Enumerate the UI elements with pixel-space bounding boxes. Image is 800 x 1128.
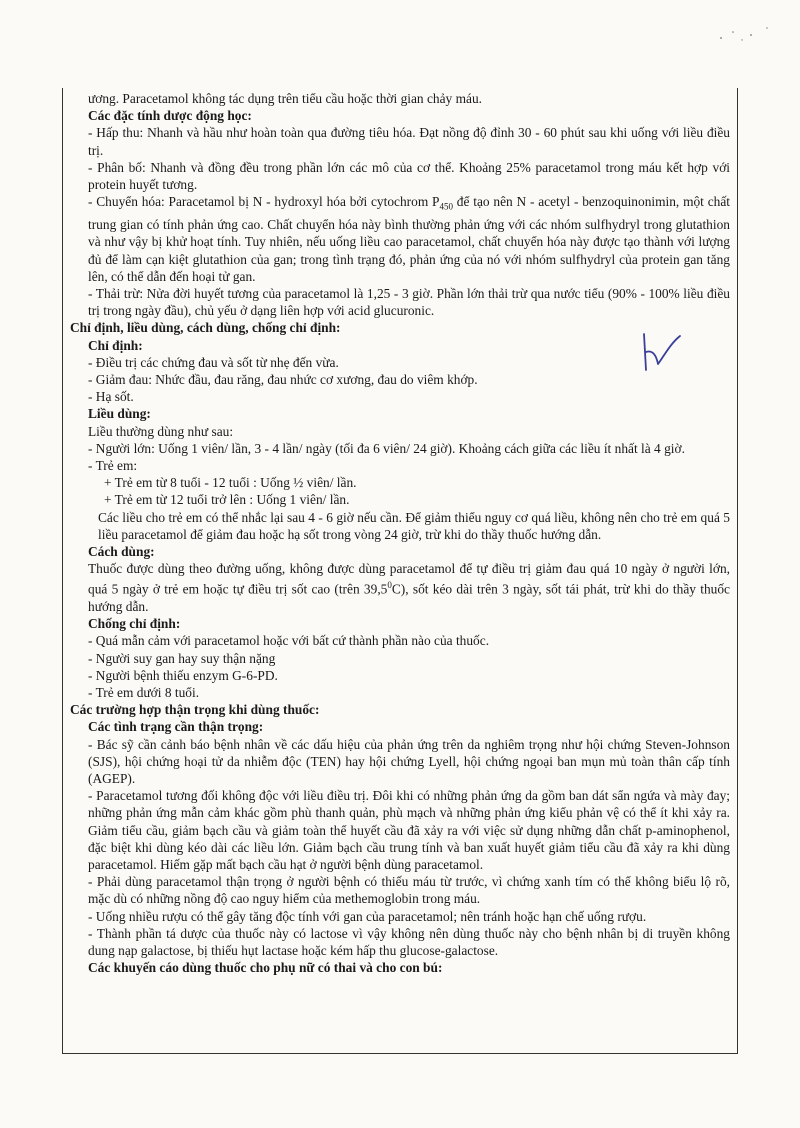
section-heading-pharmacokinetics: Các đặc tính dược động học: [88,108,252,124]
metabolism-text-a: - Chuyển hóa: Paracetamol bị N - hydroxyl hóa bởi cytochrom P [88,194,440,210]
paragraph-precaution: - Thành phần tá dược của thuốc này có lactose vì vậy không nên dùng thuốc này cho bệnh nhân bị di truyền không dung nạp galactose, bị thiếu hụt lactase hoặc kém hấp thu glucose-galactose. [88,925,730,959]
metabolism-subscript: 450 [439,201,453,212]
list-item: - Quá mẫn cảm với paracetamol hoặc với bất cứ thành phần nào của thuốc. [88,633,490,649]
section-heading-precautions-main: Các trường hợp thận trọng khi dùng thuốc: [70,702,320,718]
paragraph-absorption: - Hấp thu: Nhanh và hầu như hoàn toàn qua đường tiêu hóa. Đạt nồng độ đỉnh 30 - 60 phút sau khi uống với liều điều trị. [88,125,730,158]
list-item: + Trẻ em từ 12 tuổi trở lên : Uống 1 viên/ lần. [104,492,350,508]
admin-text-a: Thuốc được dùng theo đường uống, không được dùng paracetamol để tự điều trị giảm đau quá 10 ngày ở người lớn, quá 5 ngày ở trẻ em hoặc tự điều trị sốt cao (trên 39,5 [88,561,730,597]
list-item: - Trẻ em dưới 8 tuổi. [88,685,200,701]
subheading-administration: Cách dùng: [88,543,155,559]
section-heading-indications-main: Chỉ định, liều dùng, cách dùng, chống chỉ định: [70,320,341,336]
section-heading-pregnancy: Các khuyến cáo dùng thuốc cho phụ nữ có thai và cho con bú: [88,960,443,976]
subheading-dosage: Liều dùng: [88,406,151,422]
list-item: - Người suy gan hay suy thận nặng [88,650,276,666]
text-line: Liều thường dùng như sau: [88,423,234,439]
list-item: - Điều trị các chứng đau và sốt từ nhẹ đến vừa. [88,354,339,370]
list-item: - Trẻ em: [88,457,138,473]
document-body [70,90,730,977]
list-item: - Người bệnh thiếu enzym G-6-PD. [88,667,278,683]
list-item: - Hạ sốt. [88,389,134,405]
paragraph-precaution: - Paracetamol tương đối không độc với liều điều trị. Đôi khi có những phản ứng da gồm ban dát sẩn ngứa và mày đay; những phản ứng mẫn cảm khác gồm phù thanh quản, phù mạch và những phản ứng kiểu phản vệ có thể ít khi xảy ra. Giảm tiểu cầu, giảm bạch cầu và giảm toàn thể huyết cầu đã xảy ra với việc sử dụng những dẫn chất p-aminophenol, đặc biệt khi dùng kéo dài các liều lớn. Giảm bạch cầu trung tính và ban xuất huyết giảm tiểu cầu đã xảy ra khi dùng paracetamol. Hiếm gặp mất bạch cầu hạt ở người bệnh dùng paracetamol. [88,788,730,873]
list-item: - Người lớn: Uống 1 viên/ lần, 3 - 4 lần/ ngày (tối đa 6 viên/ 24 giờ). Khoảng cách giữa các liều ít nhất là 4 giờ. [88,440,685,456]
paragraph-child-dosing: Các liều cho trẻ em có thể nhắc lại sau 4 - 6 giờ nếu cần. Để giảm thiểu nguy cơ quá liều, không nên cho trẻ em quá 5 liều paracetamol để giảm đau hoặc hạ sốt trong vòng 24 giờ, trừ khi do thầy thuốc hướng dẫn. [98,509,730,542]
paragraph-distribution: - Phân bố: Nhanh và đồng đều trong phần lớn các mô của cơ thể. Khoảng 25% paracetamol trong máu kết hợp với protein huyết tương. [88,159,730,193]
paragraph-administration [70,560,730,615]
list-item: - Giảm đau: Nhức đầu, đau răng, đau nhức cơ xương, đau do viêm khớp. [88,371,478,387]
subheading-precautions: Các tình trạng cần thận trọng: [88,719,264,735]
subheading-contraindications: Chống chỉ định: [88,616,181,632]
admin-superscript: 0 [387,580,392,591]
scan-specks [715,20,775,50]
paragraph-precaution: - Phải dùng paracetamol thận trọng ở người bệnh có thiếu máu từ trước, vì chứng xanh tím có thể không biểu lộ rõ, mặc dù có những nồng độ cao nguy hiểm của methemoglobin trong máu. [88,874,730,907]
subheading-indications: Chỉ định: [88,337,143,353]
text-line: ương. Paracetamol không tác dụng trên tiểu cầu hoặc thời gian chảy máu. [88,91,482,106]
admin-text-b: C), sốt kéo dài trên 3 ngày, sốt tái phát, trừ khi do thầy thuốc hướng dẫn. [88,581,730,615]
paragraph-elimination: - Thải trừ: Nửa đời huyết tương của paracetamol là 1,25 - 3 giờ. Phần lớn thải trừ qua nước tiểu (90% - 100% liều điều trị trong ngày đầu), chủ yếu ở dạng liên hợp với acid glucuronic. [88,285,730,319]
paragraph-metabolism [70,193,730,285]
paragraph-precaution: - Uống nhiều rượu có thể gây tăng độc tính với gan của paracetamol; nên tránh hoặc hạn chế uống rượu. [88,908,647,924]
list-item: + Trẻ em từ 8 tuổi - 12 tuổi : Uống ½ viên/ lần. [104,475,357,491]
metabolism-text-b: để tạo nên N - acetyl - benzoquinonimin, một chất trung gian có tính phản ứng cao. Chất chuyển hóa này bình thường phản ứng với các nhóm sulfhydryl trong glutathion và như vậy bị khử hoạt tính. Tuy nhiên, nếu uống liều cao paracetamol, chất chuyển hóa này được tạo thành với lượng đủ để làm cạn kiệt glutathion của gan; trong tình trạng đó, phản ứng của nó với nhóm sulfhydryl của protein gan tăng lên, có thể dẫn đến hoại tử gan. [88,194,731,284]
paragraph-precaution: - Bác sỹ cần cảnh báo bệnh nhân về các dấu hiệu của phản ứng trên da nghiêm trọng như hội chứng Steven-Johnson (SJS), hội chứng hoại tử da nhiễm độc (TEN) hay hội chứng Lyell, hội chứng ngoại ban mụn mủ toàn thân cấp tính (AGEP). [88,736,730,787]
